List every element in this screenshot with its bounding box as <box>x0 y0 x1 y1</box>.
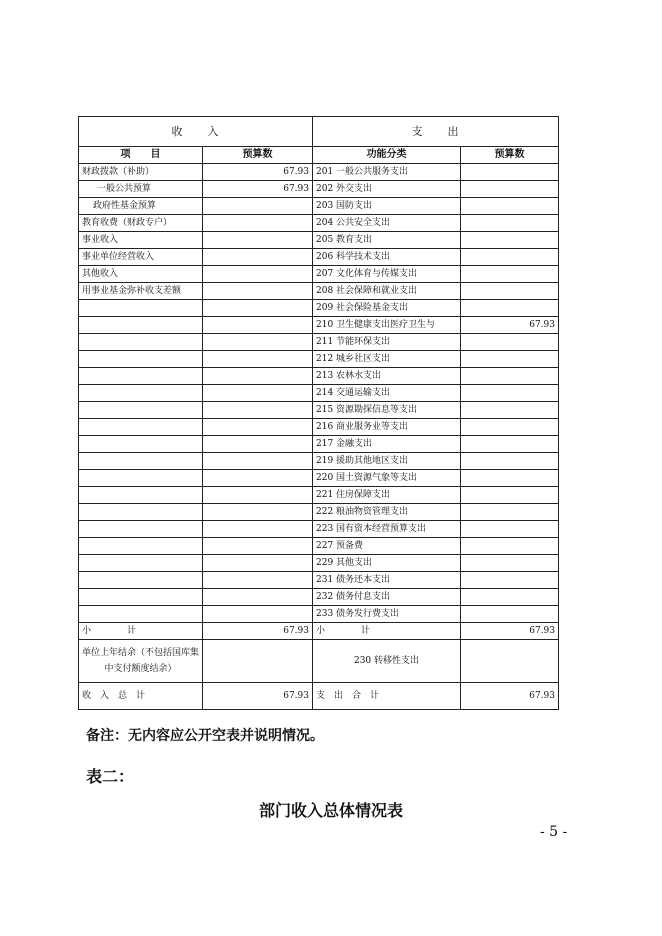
expense-value <box>461 453 559 470</box>
income-item <box>79 419 203 436</box>
income-total-value: 67.93 <box>203 683 313 710</box>
expense-item: 209 社会保险基金支出 <box>313 300 461 317</box>
expense-value <box>461 487 559 504</box>
table-row <box>79 181 559 198</box>
income-subtotal-label: 小 计 <box>79 623 203 640</box>
table-row <box>79 215 559 232</box>
income-value <box>203 351 313 368</box>
income-value <box>203 198 313 215</box>
income-item: 用事业基金弥补收支差额 <box>79 283 203 300</box>
table-row <box>79 164 559 181</box>
expense-subtotal-value: 67.93 <box>461 623 559 640</box>
expense-value <box>461 198 559 215</box>
subtotal-row <box>79 623 559 640</box>
income-value: 67.93 <box>203 164 313 181</box>
carryover-row <box>79 640 559 683</box>
header-expense: 支 出 <box>313 117 559 147</box>
income-value <box>203 232 313 249</box>
expense-value <box>461 538 559 555</box>
income-value <box>203 368 313 385</box>
income-item <box>79 402 203 419</box>
total-row <box>79 683 559 710</box>
expense-item: 211 节能环保支出 <box>313 334 461 351</box>
income-item: 一般公共预算 <box>79 181 203 198</box>
expense-item: 213 农林水支出 <box>313 368 461 385</box>
income-expense-table <box>78 116 559 710</box>
income-item <box>79 487 203 504</box>
expense-item: 232 债务付息支出 <box>313 589 461 606</box>
income-value <box>203 334 313 351</box>
expense-item: 207 文化体育与传媒支出 <box>313 266 461 283</box>
income-value <box>203 504 313 521</box>
income-item <box>79 470 203 487</box>
expense-value <box>461 232 559 249</box>
expense-value <box>461 181 559 198</box>
expense-subtotal-label: 小 计 <box>313 623 461 640</box>
expense-item: 222 粮油物资管理支出 <box>313 504 461 521</box>
income-value <box>203 215 313 232</box>
table-row <box>79 555 559 572</box>
report-title: 部门收入总体情况表 <box>258 801 403 820</box>
income-value <box>203 606 313 623</box>
expense-item: 219 援助其他地区支出 <box>313 453 461 470</box>
table-row <box>79 334 559 351</box>
income-total-label: 收 入 总 计 <box>79 683 203 710</box>
income-item <box>79 606 203 623</box>
expense-value <box>461 300 559 317</box>
expense-value <box>461 215 559 232</box>
expense-value <box>461 351 559 368</box>
income-item: 财政拨款（补助） <box>79 164 203 181</box>
income-value <box>203 521 313 538</box>
table-header-columns <box>79 147 559 164</box>
income-item: 其他收入 <box>79 266 203 283</box>
income-item: 事业收入 <box>79 232 203 249</box>
header-function: 功能分类 <box>313 147 461 164</box>
table-row <box>79 487 559 504</box>
expense-value <box>461 283 559 300</box>
income-item <box>79 504 203 521</box>
expense-item: 206 科学技术支出 <box>313 249 461 266</box>
expense-value <box>461 402 559 419</box>
expense-item: 221 住房保障支出 <box>313 487 461 504</box>
expense-item: 233 债务发行费支出 <box>313 606 461 623</box>
table-row <box>79 283 559 300</box>
header-budget-expense: 预算数 <box>461 147 559 164</box>
expense-value <box>461 385 559 402</box>
income-value <box>203 436 313 453</box>
income-item <box>79 521 203 538</box>
expense-value <box>461 521 559 538</box>
table-row <box>79 572 559 589</box>
income-value <box>203 283 313 300</box>
remark-note: 备注：无内容应公开空表并说明情况。 <box>86 728 324 744</box>
table-row <box>79 589 559 606</box>
carryover-expense-label: 230 转移性支出 <box>313 640 461 683</box>
expense-item: 223 国有资本经营预算支出 <box>313 521 461 538</box>
expense-value <box>461 419 559 436</box>
income-item <box>79 317 203 334</box>
income-value <box>203 402 313 419</box>
table-row <box>79 538 559 555</box>
income-item <box>79 572 203 589</box>
expense-item: 217 金融支出 <box>313 436 461 453</box>
expense-value <box>461 368 559 385</box>
income-subtotal-value: 67.93 <box>203 623 313 640</box>
income-item <box>79 453 203 470</box>
expense-value <box>461 334 559 351</box>
income-value <box>203 589 313 606</box>
income-item <box>79 436 203 453</box>
income-value <box>203 249 313 266</box>
table-row <box>79 521 559 538</box>
income-value <box>203 317 313 334</box>
expense-value <box>461 606 559 623</box>
expense-item: 227 预备费 <box>313 538 461 555</box>
expense-item: 229 其他支出 <box>313 555 461 572</box>
expense-item: 216 商业服务业等支出 <box>313 419 461 436</box>
table-row <box>79 436 559 453</box>
carryover-income-label: 单位上年结余（不包括国库集中支付额度结余） <box>79 640 203 683</box>
table-row <box>79 470 559 487</box>
table-row <box>79 419 559 436</box>
expense-item: 208 社会保障和就业支出 <box>313 283 461 300</box>
table-row <box>79 606 559 623</box>
income-item <box>79 300 203 317</box>
expense-value <box>461 266 559 283</box>
expense-value <box>461 589 559 606</box>
income-value <box>203 470 313 487</box>
income-item: 事业单位经营收入 <box>79 249 203 266</box>
income-item <box>79 538 203 555</box>
income-value <box>203 538 313 555</box>
income-item <box>79 334 203 351</box>
header-item: 项 目 <box>79 147 203 164</box>
income-item <box>79 351 203 368</box>
expense-item: 201 一般公共服务支出 <box>313 164 461 181</box>
carryover-income-value <box>203 640 313 683</box>
income-value <box>203 419 313 436</box>
income-item: 教育收费（财政专户） <box>79 215 203 232</box>
header-budget: 预算数 <box>203 147 313 164</box>
expense-value <box>461 572 559 589</box>
table-row <box>79 453 559 470</box>
income-item <box>79 368 203 385</box>
income-item <box>79 589 203 606</box>
table-row <box>79 232 559 249</box>
income-item: 政府性基金预算 <box>79 198 203 215</box>
header-income: 收 入 <box>79 117 313 147</box>
table-row <box>79 351 559 368</box>
expense-total-value: 67.93 <box>461 683 559 710</box>
expense-item: 215 资源勘探信息等支出 <box>313 402 461 419</box>
expense-value <box>461 504 559 521</box>
income-value <box>203 453 313 470</box>
expense-item: 231 债务还本支出 <box>313 572 461 589</box>
income-value <box>203 555 313 572</box>
income-value <box>203 487 313 504</box>
expense-item: 204 公共安全支出 <box>313 215 461 232</box>
income-value <box>203 572 313 589</box>
table-row <box>79 504 559 521</box>
expense-total-label: 支 出 合 计 <box>313 683 461 710</box>
table-row <box>79 266 559 283</box>
table-header-main <box>79 117 559 147</box>
income-value <box>203 300 313 317</box>
income-value <box>203 266 313 283</box>
page-number: - 5 - <box>540 824 568 840</box>
table-row <box>79 368 559 385</box>
income-item <box>79 555 203 572</box>
expense-item: 214 交通运输支出 <box>313 385 461 402</box>
expense-item: 203 国防支出 <box>313 198 461 215</box>
expense-value <box>461 470 559 487</box>
income-item <box>79 385 203 402</box>
expense-value <box>461 555 559 572</box>
expense-item: 212 城乡社区支出 <box>313 351 461 368</box>
carryover-expense-value <box>461 640 559 683</box>
expense-item: 210 卫生健康支出医疗卫生与 <box>313 317 461 334</box>
expense-value <box>461 249 559 266</box>
table-row <box>79 198 559 215</box>
table-row <box>79 249 559 266</box>
table-two-label: 表二： <box>86 767 135 786</box>
table-row <box>79 317 559 334</box>
expense-item: 202 外交支出 <box>313 181 461 198</box>
expense-value <box>461 436 559 453</box>
table-row <box>79 402 559 419</box>
expense-value: 67.93 <box>461 317 559 334</box>
expense-item: 220 国土资源气象等支出 <box>313 470 461 487</box>
table-row <box>79 300 559 317</box>
income-value <box>203 385 313 402</box>
table-row <box>79 385 559 402</box>
expense-item: 205 教育支出 <box>313 232 461 249</box>
expense-value <box>461 164 559 181</box>
income-value: 67.93 <box>203 181 313 198</box>
